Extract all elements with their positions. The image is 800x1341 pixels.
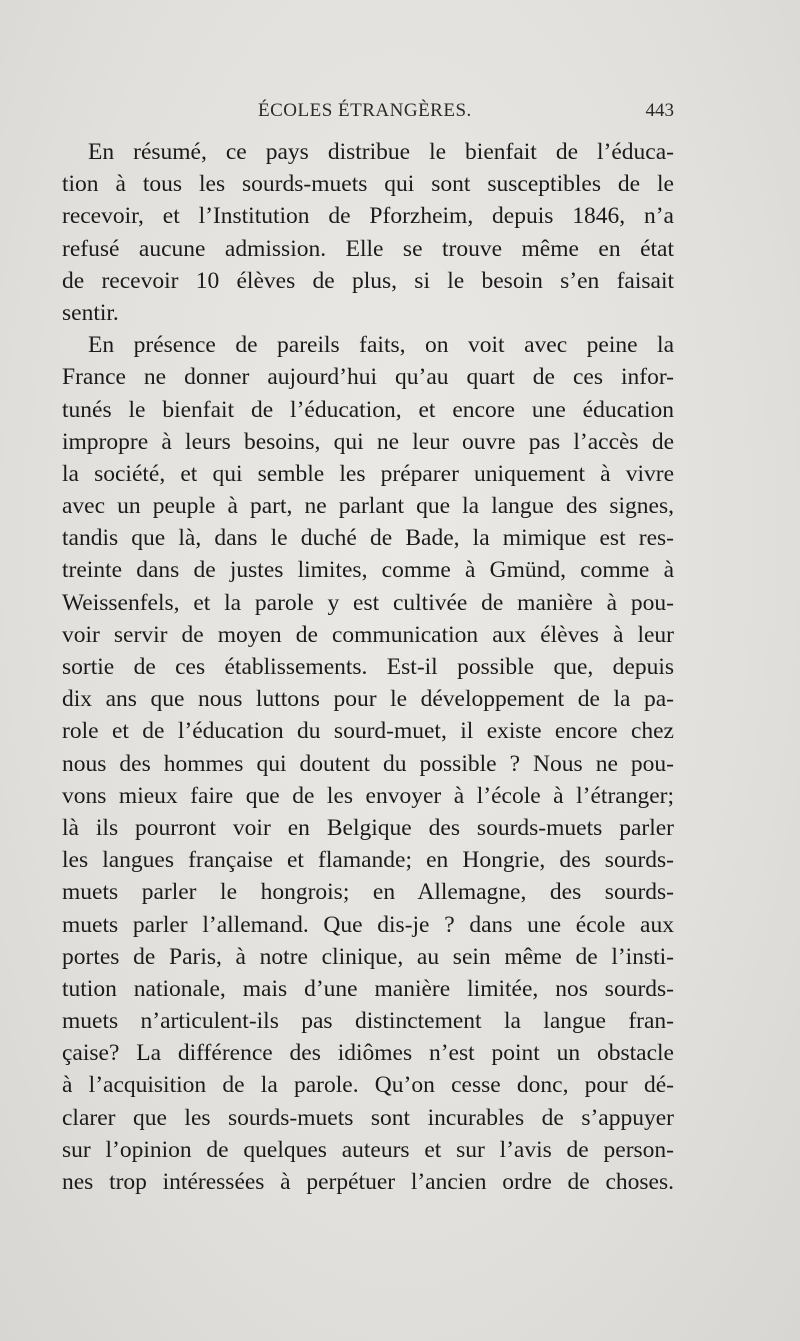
text-line: muets parler le hongrois; en Allemagne, des sourds- — [62, 879, 674, 906]
text-line: avec un peuple à part, ne parlant que la langue des signes, — [62, 493, 674, 520]
text-line: la société, et qui semble les préparer uniquement à vivre — [62, 460, 674, 487]
text-line: vons mieux faire que de les envoyer à l’école à l’étranger; — [62, 782, 674, 809]
text-line: treinte dans de justes limites, comme à Gmünd, comme à — [62, 557, 674, 584]
text-line: de recevoir 10 élèves de plus, si le besoin s’en faisait — [62, 267, 674, 294]
text-line: tandis que là, dans le duché de Bade, la mimique est res- — [62, 525, 674, 552]
body-text — [62, 136, 674, 1198]
text-line: les langues française et flamande; en Hongrie, des sourds- — [62, 847, 674, 874]
page-header — [62, 100, 674, 130]
text-line: En résumé, ce pays distribue le bienfait de l’éduca- — [88, 139, 674, 165]
text-line: impropre à leurs besoins, qui ne leur ouvre pas l’accès de — [62, 428, 674, 455]
text-line: sortie de ces établissements. Est-il possible que, depuis — [62, 654, 674, 680]
text-line: muets parler l’allemand. Que dis-je ? dans une école aux — [62, 911, 674, 938]
text-line: sur l’opinion de quelques auteurs et sur l’avis de person- — [62, 1136, 674, 1163]
text-line: En présence de pareils faits, on voit avec peine la — [88, 332, 674, 359]
text-line: tution nationale, mais d’une manière limitée, nos sourds- — [62, 975, 674, 1002]
page-number: 443 — [645, 100, 674, 121]
text-line: clarer que les sourds-muets sont incurables de s’appuyer — [62, 1104, 674, 1131]
running-head: ÉCOLES ÉTRANGÈRES. — [258, 100, 472, 121]
text-line: à l’acquisition de la parole. Qu’on cesse donc, pour dé- — [62, 1072, 674, 1099]
text-line: nous des hommes qui doutent du possible ? Nous ne pou- — [62, 750, 674, 777]
text-line: sentir. — [62, 299, 119, 326]
text-line: Weissenfels, et la parole y est cultivée de manière à pou- — [62, 589, 674, 616]
text-line: refusé aucune admission. Elle se trouve même en état — [62, 235, 674, 262]
text-line: muets n’articulent-ils pas distinctement la langue fran- — [62, 1008, 674, 1035]
text-line: çaise? La différence des idiômes n’est point un obstacle — [62, 1040, 674, 1067]
text-line: recevoir, et l’Institution de Pforzheim, depuis 1846, n’a — [62, 203, 674, 230]
text-line: voir servir de moyen de communication aux élèves à leur — [62, 621, 674, 648]
text-line: dix ans que nous luttons pour le développement de la pa- — [62, 686, 674, 713]
text-line: là ils pourront voir en Belgique des sourds-muets parler — [62, 814, 674, 841]
text-line: nes trop intéressées à perpétuer l’ancien ordre de choses. — [62, 1169, 674, 1195]
text-line: tion à tous les sourds-muets qui sont susceptibles de le — [62, 171, 674, 198]
text-line: tunés le bienfait de l’éducation, et encore une éducation — [62, 396, 674, 423]
text-line: role et de l’éducation du sourd-muet, il existe encore chez — [62, 718, 674, 745]
text-line: France ne donner aujourd’hui qu’au quart de ces infor- — [62, 364, 674, 391]
text-line: portes de Paris, à notre clinique, au sein même de l’insti- — [62, 943, 674, 970]
